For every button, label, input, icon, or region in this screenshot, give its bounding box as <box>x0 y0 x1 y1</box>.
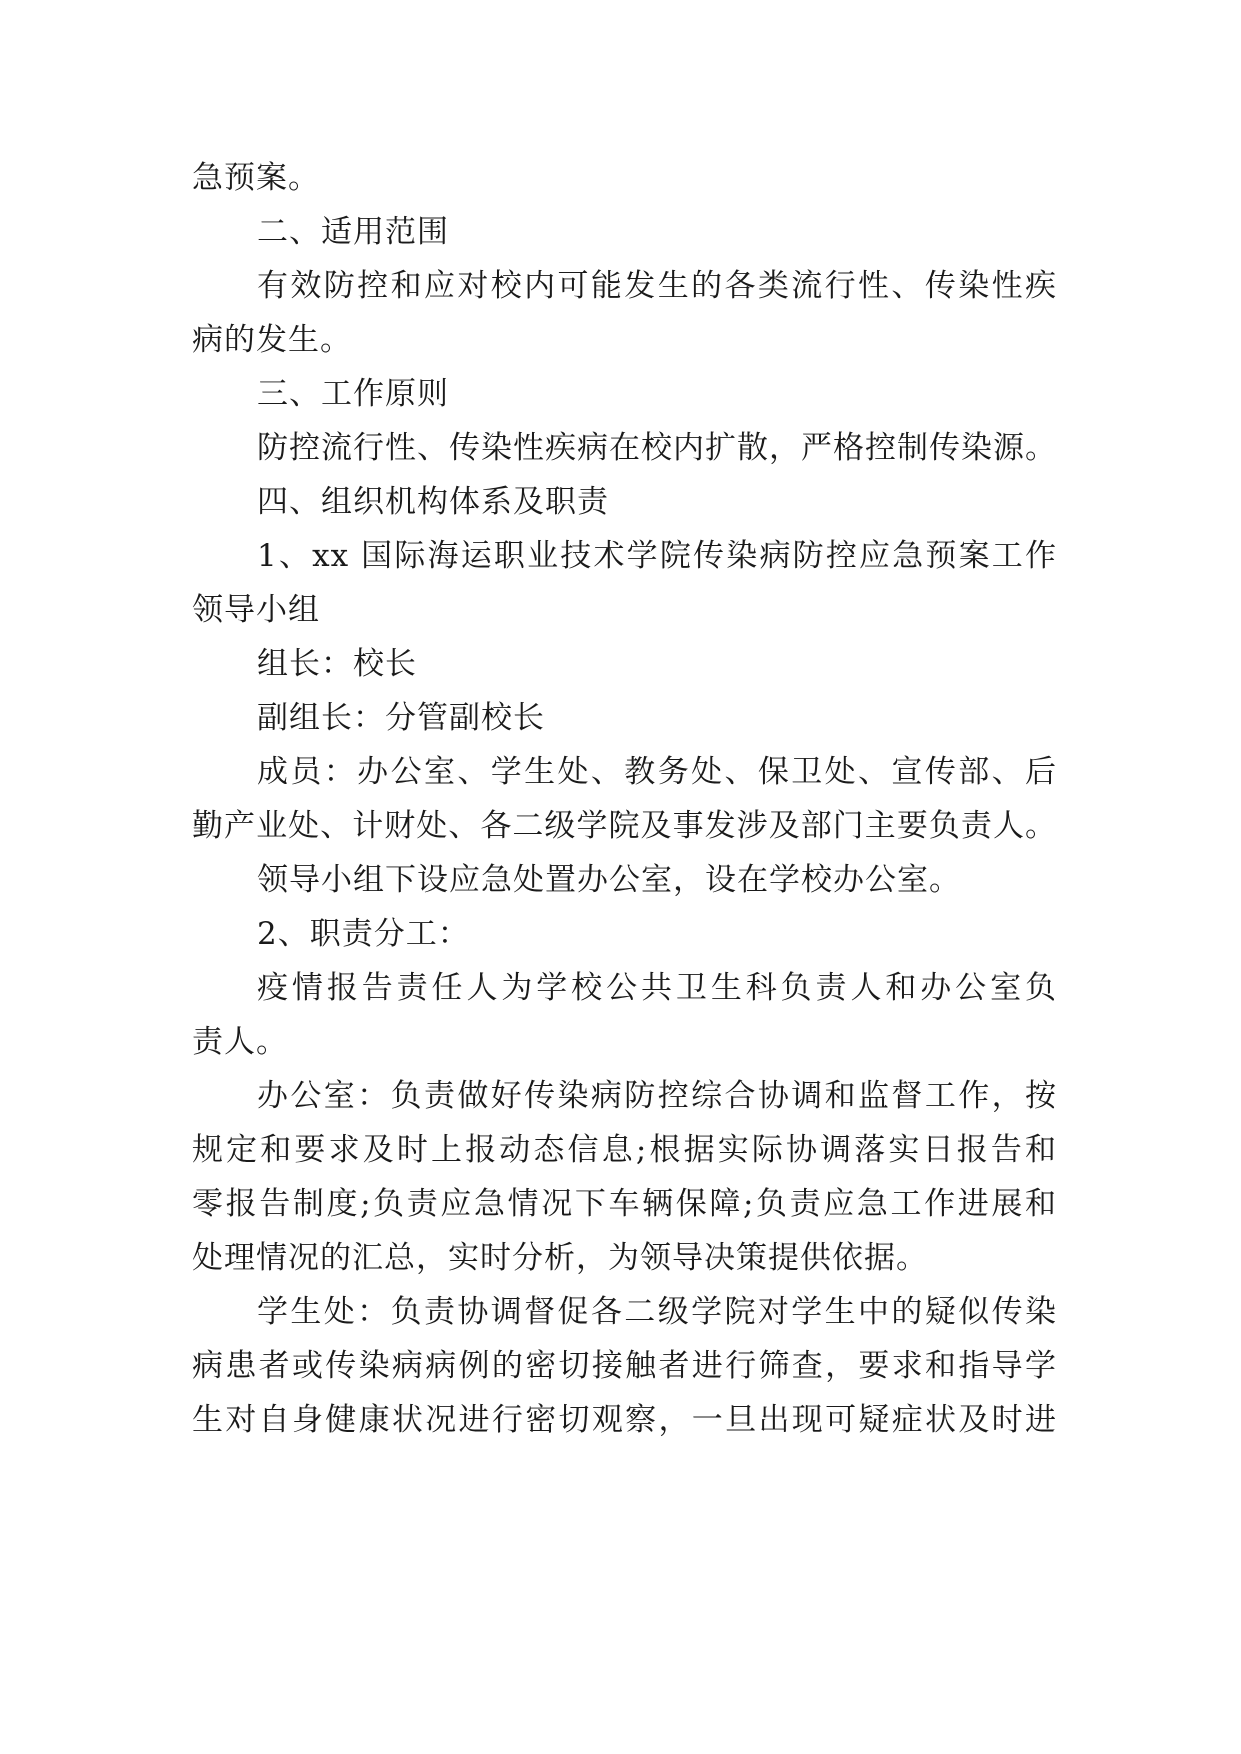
text-line: 有效防控和应对校内可能发生的各类流行性、传染性疾 <box>257 268 1057 304</box>
text-line: 勤产业处、计财处、各二级学院及事发涉及部门主要负责人。 <box>192 808 1057 844</box>
text-line: 生对自身健康状况进行密切观察，一旦出现可疑症状及时进 <box>192 1402 1057 1438</box>
text-line: 疫情报告责任人为学校公共卫生科负责人和办公室负 <box>257 970 1057 1006</box>
section-heading: 二、适用范围 <box>257 214 449 250</box>
section-heading: 三、工作原则 <box>257 376 449 412</box>
section-heading: 四、组织机构体系及职责 <box>257 484 609 520</box>
text-line: 规定和要求及时上报动态信息;根据实际协调落实日报告和 <box>192 1132 1057 1168</box>
text-line: 零报告制度;负责应急情况下车辆保障;负责应急工作进展和 <box>192 1186 1057 1222</box>
text-line: 办公室：负责做好传染病防控综合协调和监督工作，按 <box>257 1078 1057 1114</box>
text-line: 学生处：负责协调督促各二级学院对学生中的疑似传染 <box>257 1294 1057 1330</box>
text-line: 病的发生。 <box>192 322 352 358</box>
text-line: 组长：校长 <box>257 646 417 682</box>
text-line: 2、职责分工： <box>257 916 470 952</box>
text-line: 成员：办公室、学生处、教务处、保卫处、宣传部、后 <box>257 754 1057 790</box>
text-line: 1、xx 国际海运职业技术学院传染病防控应急预案工作 <box>257 538 1057 574</box>
text-line: 防控流行性、传染性疾病在校内扩散，严格控制传染源。 <box>257 430 1057 466</box>
text-line: 急预案。 <box>192 160 320 196</box>
text-line: 处理情况的汇总，实时分析，为领导决策提供依据。 <box>192 1240 928 1276</box>
text-line: 副组长：分管副校长 <box>257 700 545 736</box>
text-line: 领导小组下设应急处置办公室，设在学校办公室。 <box>257 862 961 898</box>
text-line: 责人。 <box>192 1024 288 1060</box>
text-line: 领导小组 <box>192 592 320 628</box>
text-line: 病患者或传染病病例的密切接触者进行筛查，要求和指导学 <box>192 1348 1057 1384</box>
